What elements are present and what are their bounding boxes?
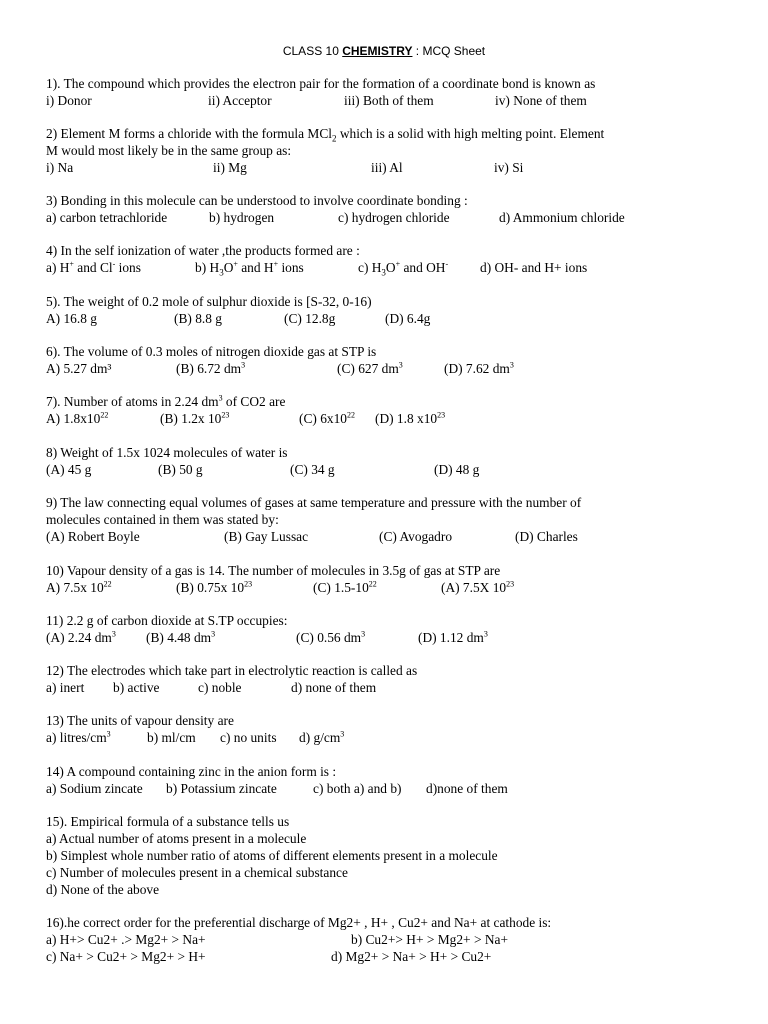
text-fragment: (D) 7.62 dm	[444, 361, 510, 376]
option-text	[46, 259, 141, 276]
text-fragment: (D) 1.12 dm	[418, 630, 484, 645]
text-fragment: d) Mg2+ > Na+ > H+ > Cu2+	[331, 949, 492, 964]
text-fragment: 11) 2.2 g of carbon dioxide at S.TP occupies:	[46, 613, 288, 628]
option-text	[176, 360, 245, 377]
option-text	[375, 410, 445, 427]
text-fragment: +	[69, 259, 74, 269]
option-text	[299, 410, 355, 427]
text-fragment: 3	[509, 360, 514, 370]
text-fragment: 15). Empirical formula of a substance tells us	[46, 814, 290, 829]
page-title	[0, 44, 768, 58]
text-fragment: (D) 6.4g	[385, 311, 431, 326]
option-text	[46, 393, 285, 410]
text-fragment: d) None of the above	[46, 882, 160, 897]
text-fragment: (A) 2.24 dm	[46, 630, 112, 645]
text-fragment: c) both a) and b)	[313, 781, 402, 796]
option-text	[337, 360, 403, 377]
text-fragment: c) hydrogen chloride	[338, 210, 450, 225]
text-fragment: (C) 0.56 dm	[296, 630, 362, 645]
text-fragment: 7). Number of atoms in 2.24 dm	[46, 394, 219, 409]
text-fragment: O	[223, 260, 234, 275]
text-fragment: iii) Both of them	[344, 93, 434, 108]
text-fragment: 3	[381, 267, 386, 278]
option-text	[444, 360, 514, 377]
text-fragment: (B) Gay Lussac	[224, 529, 309, 544]
text-fragment: b) Potassium zincate	[166, 781, 277, 796]
text-fragment: a) H+> Cu2+ .> Mg2+ > Na+	[46, 932, 206, 947]
text-fragment: and Cl	[73, 260, 113, 275]
text-fragment: (A) Robert Boyle	[46, 529, 140, 544]
text-fragment: a) carbon tetrachloride	[46, 210, 168, 225]
text-fragment: d) none of them	[291, 680, 377, 695]
text-fragment: (B) 4.48 dm	[146, 630, 212, 645]
option-text	[46, 629, 116, 646]
option-text	[195, 259, 304, 276]
text-fragment: 4) In the self ionization of water ,the products formed are :	[46, 243, 360, 258]
text-fragment: 2) Element M forms a chloride with the formula MCl	[46, 126, 332, 141]
text-fragment: 5). The weight of 0.2 mole of sulphur dioxide is [S-32, 0-16)	[46, 294, 372, 309]
text-fragment: 3	[218, 393, 223, 403]
option-text	[160, 410, 229, 427]
text-fragment: b) ml/cm	[147, 730, 196, 745]
option-text	[296, 629, 365, 646]
text-fragment: A) 7.5x 10	[46, 580, 104, 595]
text-fragment: d) g/cm	[299, 730, 341, 745]
text-fragment: 23	[437, 410, 446, 420]
subject-title: CHEMISTRY	[342, 44, 413, 58]
text-fragment: and OH	[400, 260, 446, 275]
option-text	[358, 259, 448, 276]
text-fragment: 22	[346, 410, 355, 420]
text-fragment: +	[233, 259, 238, 269]
text-fragment: (B) 6.72 dm	[176, 361, 242, 376]
text-fragment: a) Actual number of atoms present in a molecule	[46, 831, 307, 846]
text-fragment: a) inert	[46, 680, 85, 695]
text-fragment: (C) 627 dm	[337, 361, 399, 376]
text-fragment: 3	[398, 360, 403, 370]
text-fragment: (C) 12.8g	[284, 311, 336, 326]
text-fragment: i) Donor	[46, 93, 92, 108]
text-fragment: d) OH- and H+ ions	[480, 260, 588, 275]
option-text	[299, 729, 344, 746]
option-text	[46, 579, 112, 596]
text-fragment: (C) 1.5-10	[313, 580, 369, 595]
text-fragment: ii) Mg	[213, 160, 247, 175]
option-text	[313, 579, 377, 596]
text-fragment: 14) A compound containing zinc in the anion form is :	[46, 764, 337, 779]
text-fragment: 23	[221, 410, 230, 420]
text-fragment: 22	[103, 579, 112, 589]
text-fragment: b) hydrogen	[209, 210, 275, 225]
text-fragment: +	[395, 259, 401, 269]
text-fragment: ii) Acceptor	[208, 93, 272, 108]
text-fragment: 23	[506, 579, 515, 589]
text-fragment: b) active	[113, 680, 160, 695]
text-fragment: (C) Avogadro	[379, 529, 453, 544]
option-text	[46, 729, 111, 746]
text-fragment: (A) 45 g	[46, 462, 92, 477]
text-fragment: 22	[100, 410, 109, 420]
text-fragment: (B) 1.2x 10	[160, 411, 222, 426]
text-fragment: (B) 8.8 g	[174, 311, 222, 326]
text-fragment: d) Ammonium chloride	[499, 210, 625, 225]
text-fragment: 22	[368, 579, 377, 589]
text-fragment: : MCQ Sheet	[412, 44, 486, 58]
text-fragment: 3	[111, 629, 116, 639]
text-fragment: a) Sodium zincate	[46, 781, 143, 796]
text-fragment: b) Cu2+> H+ > Mg2+ > Na+	[351, 932, 509, 947]
text-fragment: i) Na	[46, 160, 74, 175]
text-fragment: iii) Al	[371, 160, 403, 175]
text-fragment: (B) 0.75x 10	[176, 580, 245, 595]
text-fragment: 16).he correct order for the preferential discharge of Mg2+ , H+ , Cu2+ and Na+ at cathode is:	[46, 915, 552, 930]
text-fragment: b) H	[195, 260, 220, 275]
text-fragment: d)none of them	[426, 781, 508, 796]
text-fragment: -	[112, 259, 116, 269]
text-fragment: 23	[244, 579, 253, 589]
text-fragment: 3	[219, 267, 224, 278]
text-fragment: 10) Vapour density of a gas is 14. The number of molecules in 3.5g of gas at STP are	[46, 563, 501, 578]
text-fragment: a) litres/cm	[46, 730, 107, 745]
text-fragment: c) no units	[220, 730, 277, 745]
text-fragment: 6). The volume of 0.3 moles of nitrogen dioxide gas at STP is	[46, 344, 377, 359]
text-fragment: -	[445, 259, 449, 269]
text-fragment: of CO2 are	[222, 394, 286, 409]
text-fragment: 3	[340, 729, 345, 739]
text-fragment: 8) Weight of 1.5x 1024 molecules of water is	[46, 445, 288, 460]
text-fragment: A) 1.8x10	[46, 411, 101, 426]
option-text	[146, 629, 215, 646]
text-fragment: CLASS 10	[282, 44, 343, 58]
option-text	[418, 629, 488, 646]
text-fragment: b) Simplest whole number ratio of atoms of different elements present in a molecule	[46, 848, 498, 863]
text-fragment: +	[273, 259, 279, 269]
text-fragment: 3	[361, 629, 366, 639]
text-fragment: and H	[237, 260, 274, 275]
text-fragment: 2	[331, 133, 337, 144]
text-fragment: (C) 6x10	[299, 411, 347, 426]
option-text	[441, 579, 514, 596]
text-fragment: c) Number of molecules present in a chemical substance	[46, 865, 348, 880]
text-fragment: ions	[278, 260, 304, 275]
text-fragment: 13) The units of vapour density are	[46, 713, 234, 728]
text-fragment: 3	[211, 629, 216, 639]
option-text	[46, 410, 108, 427]
text-fragment: 9) The law connecting equal volumes of gases at same temperature and pressure with the number of	[46, 495, 582, 510]
option-text	[46, 125, 604, 142]
text-fragment: iv) None of them	[495, 93, 587, 108]
text-fragment: 1). The compound which provides the electron pair for the formation of a coordinate bond is known as	[46, 76, 596, 91]
text-fragment: 3) Bonding in this molecule can be understood to involve coordinate bonding :	[46, 193, 468, 208]
text-fragment: (D) 1.8 x10	[375, 411, 438, 426]
text-fragment: A) 5.27 dm³	[46, 361, 112, 376]
text-fragment: O	[385, 260, 396, 275]
text-fragment: 3	[106, 729, 111, 739]
text-fragment: molecules contained in them was stated by:	[46, 512, 279, 527]
text-fragment: 3	[241, 360, 246, 370]
text-fragment: M would most likely be in the same group as:	[46, 143, 292, 158]
text-fragment: (C) 34 g	[290, 462, 335, 477]
text-fragment: c) noble	[198, 680, 242, 695]
text-fragment: (A) 7.5X 10	[441, 580, 507, 595]
option-text	[176, 579, 252, 596]
text-fragment: 3	[483, 629, 488, 639]
text-fragment: 12) The electrodes which take part in electrolytic reaction is called as	[46, 663, 418, 678]
text-fragment: (B) 50 g	[158, 462, 203, 477]
text-fragment: iv) Si	[494, 160, 524, 175]
text-fragment: ions	[115, 260, 141, 275]
text-fragment: a) H	[46, 260, 70, 275]
text-fragment: c) H	[358, 260, 382, 275]
text-fragment: (D) 48 g	[434, 462, 480, 477]
text-fragment: A) 16.8 g	[46, 311, 97, 326]
text-fragment: c) Na+ > Cu2+ > Mg2+ > H+	[46, 949, 206, 964]
text-fragment: (D) Charles	[515, 529, 578, 544]
text-fragment: which is a solid with high melting point. Element	[336, 126, 605, 141]
